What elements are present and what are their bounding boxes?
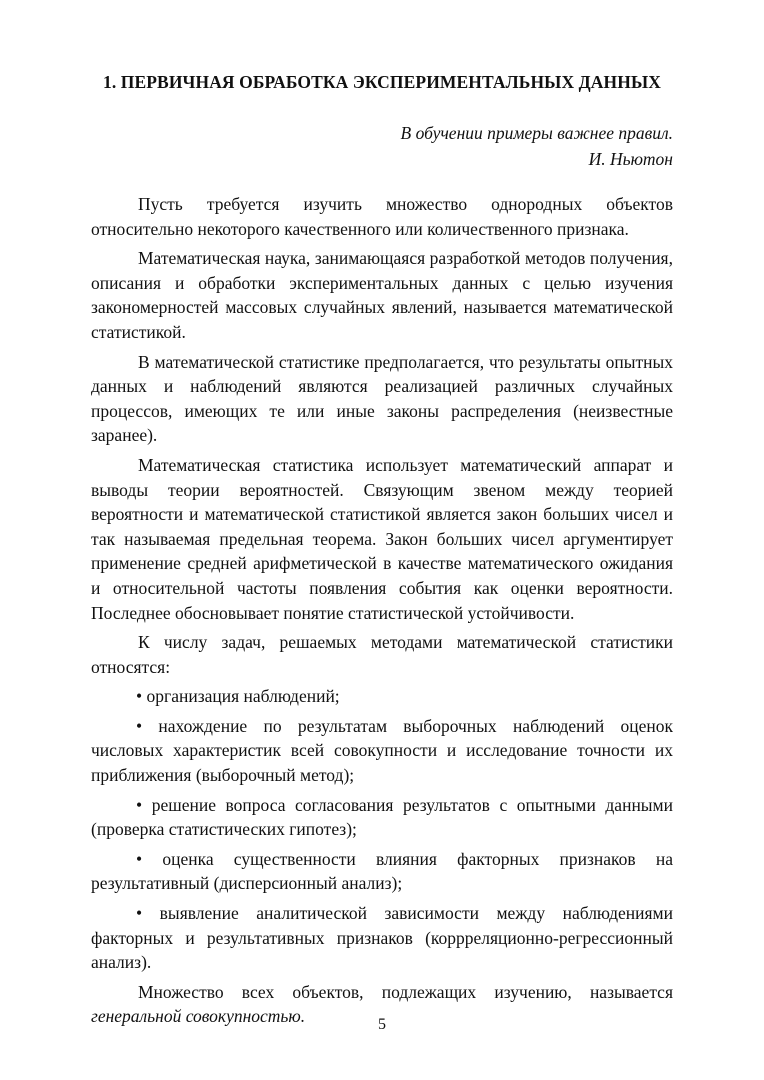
list-item — [91, 714, 673, 788]
list-item-text: оценка существенности влияния факторных признаков на результативный (дисперсионный анализ); — [91, 848, 674, 894]
epigraph-quote: В обучении примеры важнее правил. — [400, 123, 673, 143]
body-text — [91, 192, 673, 1034]
list-item-text: организация наблюдений; — [146, 686, 340, 707]
paragraph: К числу задач, решаемых методами математической статистики относятся: — [91, 632, 673, 677]
bullet-icon: • — [136, 715, 143, 736]
list-item — [91, 901, 673, 975]
list-item — [91, 793, 673, 842]
bullet-icon: • — [136, 686, 143, 707]
list-item — [91, 847, 673, 896]
bullet-icon: • — [136, 794, 143, 815]
bullet-icon: • — [136, 848, 143, 869]
defined-term: генеральной совокупностью. — [91, 1006, 306, 1027]
page-number: 5 — [378, 1016, 386, 1033]
list-item-text: выявление аналитической зависимости между наблюдениями факторных и результативных признаков (коррреляционно-регрессионный анализ). — [91, 903, 674, 973]
paragraph: Математическая статистика использует математический аппарат и выводы теории вероятностей. Связующим звеном между теорией вероятности и математической статистикой является закон больших чисел и так называемая предельная теорема. Закон больших чисел аргументирует применение средней арифметической в качестве математического ожидания и относительной частоты появления события как оценки вероятности. Последнее обосновывает понятие статистической устойчивости. — [91, 454, 673, 623]
list-item — [91, 684, 673, 709]
paragraph: Пусть требуется изучить множество однородных объектов относительно некоторого качественного или количественного признака. — [91, 194, 673, 239]
bullet-icon: • — [136, 903, 143, 924]
epigraph-author: И. Ньютон — [588, 149, 673, 169]
epigraph — [401, 120, 673, 172]
list-item-text: нахождение по результатам выборочных наблюдений оценок числовых характеристик всей совокупности и исследование точности их приближения (выборочный метод); — [91, 715, 673, 786]
list-item-text: решение вопроса согласования результатов с опытными данными (проверка статистических гипотез); — [91, 794, 674, 840]
paragraph: Математическая наука, занимающаяся разработкой методов получения, описания и обработки экспериментальных данных с целью изучения закономерностей массовых случайных явлений, называется математической статистикой. — [91, 248, 673, 342]
paragraph: В математической статистике предполагается, что результаты опытных данных и наблюдений являются реализацией различных случайных процессов, имеющих те или иные законы распределения (неизвестные заранее). — [91, 351, 673, 446]
final-paragraph-text: Множество всех объектов, подлежащих изучению, называется — [138, 981, 673, 1002]
chapter-heading: 1. ПЕРВИЧНАЯ ОБРАБОТКА ЭКСПЕРИМЕНТАЛЬНЫХ ДАННЫХ — [102, 72, 661, 92]
